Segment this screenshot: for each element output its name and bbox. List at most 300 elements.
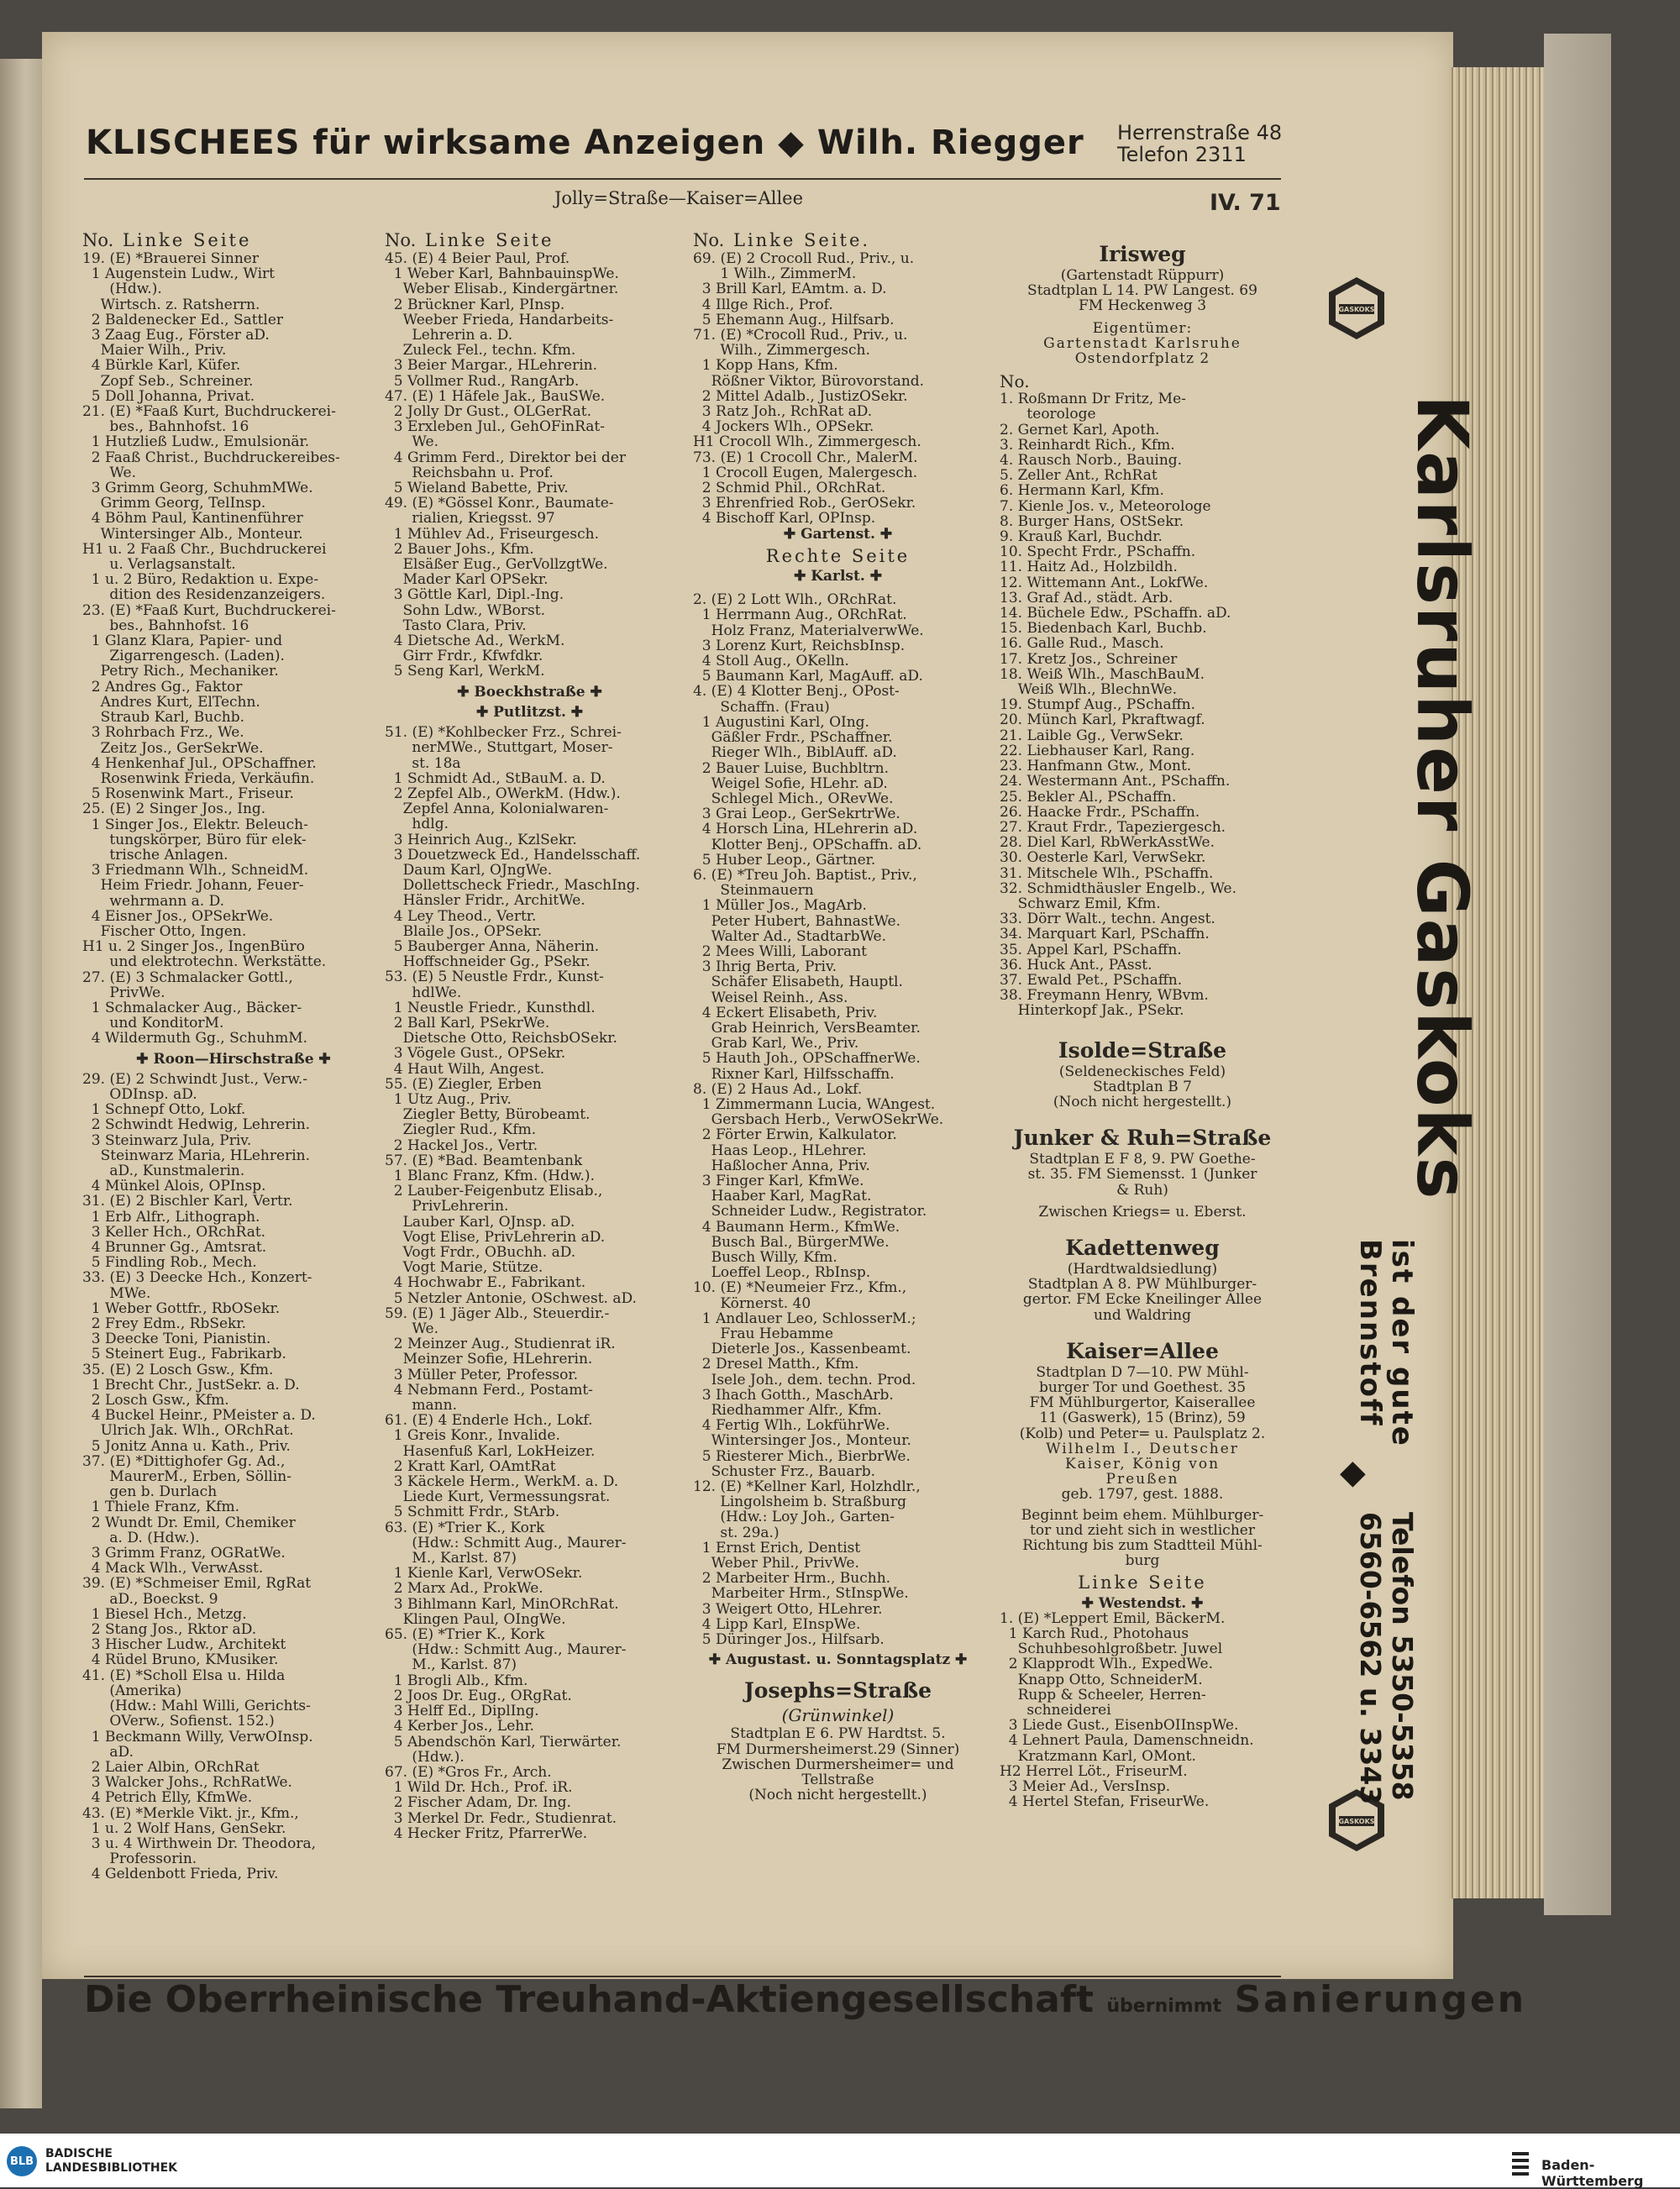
list-item: 3 Heinrich Aug., KzlSekr. bbox=[385, 831, 577, 848]
list-item: 1 Neustle Friedr., Kunsthdl. bbox=[385, 999, 596, 1016]
list-item: 2 Laier Albin, ORchRat bbox=[82, 1758, 260, 1776]
list-item: 34. Marquart Karl, PSchaffn. bbox=[1000, 926, 1210, 943]
list-item: und KonditorM. bbox=[82, 1015, 224, 1032]
list-item: 1 Wild Dr. Hch., Prof. iR. bbox=[385, 1779, 573, 1797]
list-item: Wirtsch. z. Ratsherrn. bbox=[82, 296, 260, 313]
list-item: 23. (E) *Faaß Kurt, Buchdruckerei- bbox=[82, 601, 336, 619]
street-info: Stadtplan D 7—10. PW Mühl- bbox=[1036, 1363, 1249, 1381]
list-item: We. bbox=[82, 464, 136, 481]
list-item: 4 Lipp Karl, EInspWe. bbox=[693, 1615, 861, 1633]
list-item: 3. Reinhardt Rich., Kfm. bbox=[1000, 436, 1175, 454]
list-item: 6. (E) *Treu Joh. Baptist., Priv., bbox=[693, 866, 917, 884]
list-item: 8. (E) 2 Haus Ad., Lokf. bbox=[693, 1080, 863, 1098]
list-item: Vogt Marie, Stütze. bbox=[385, 1259, 543, 1277]
list-item: schneiderei bbox=[1000, 1702, 1111, 1719]
list-item: Busch Willy, Kfm. bbox=[693, 1249, 837, 1266]
heading-no: No. bbox=[693, 230, 725, 250]
street-subtitle: (Gartenstadt Rüppurr) bbox=[1060, 267, 1225, 284]
list-item: 16. Galle Rud., Masch. bbox=[1000, 635, 1164, 653]
list-item: 21. (E) *Faaß Kurt, Buchdruckerei- bbox=[82, 403, 336, 421]
list-item: 4 Nebmann Ferd., Postamt- bbox=[385, 1381, 593, 1399]
list-item: 1 Kopp Hans, Kfm. bbox=[693, 357, 838, 375]
list-item: 3 Ihrig Berta, Priv. bbox=[693, 958, 837, 976]
list-item: 5 Steinert Eug., Fabrikarb. bbox=[82, 1346, 286, 1363]
list-item: 25. Bekler Al., PSchaffn. bbox=[1000, 788, 1177, 806]
side-ad-headline: Karlsruher Gaskoks bbox=[1401, 395, 1483, 1201]
street-info: Stadtplan L 14. PW Langest. 69 bbox=[1027, 282, 1257, 300]
list-item: teorologe bbox=[1000, 406, 1096, 423]
list-item: 2 Schmid Phil., ORchRat. bbox=[693, 480, 886, 497]
list-item: Hinterkopf Jak., PSekr. bbox=[1000, 1002, 1184, 1020]
list-item: 1 Brogli Alb., Kfm. bbox=[385, 1672, 528, 1689]
list-item: 1 Erb Alfr., Lithograph. bbox=[82, 1208, 260, 1226]
list-item: MWe. bbox=[82, 1284, 151, 1302]
street-info: Stadtplan E 6. PW Hardtst. 5. bbox=[730, 1725, 946, 1743]
list-item: 3 Helff Ed., DiplIng. bbox=[385, 1703, 539, 1720]
list-item: Ziegler Betty, Bürobeamt. bbox=[385, 1106, 591, 1124]
owner-name: Gartenstadt Karlsruhe bbox=[1043, 334, 1242, 352]
list-item: 4 Fertig Wlh., LokführWe. bbox=[693, 1417, 890, 1435]
header-contact bbox=[1117, 122, 1282, 165]
side-heading: Linke Seite bbox=[1078, 1572, 1207, 1593]
list-item: Zuleck Fel., techn. Kfm. bbox=[385, 342, 576, 360]
street-info: 11 (Gaswerk), 15 (Brinz), 59 bbox=[1039, 1409, 1246, 1427]
library-name bbox=[45, 2147, 177, 2176]
list-item: 2 Förter Erwin, Kalkulator. bbox=[693, 1126, 897, 1144]
list-item: 5 Düringer Jos., Hilfsarb. bbox=[693, 1631, 885, 1649]
list-item: 2 Frey Edm., RbSekr. bbox=[82, 1315, 246, 1333]
list-item: Schuster Frz., Bauarb. bbox=[693, 1462, 876, 1480]
heading-title: Linke Seite bbox=[123, 230, 252, 250]
list-item: Zopf Seb., Schreiner. bbox=[82, 372, 254, 390]
entry-list bbox=[385, 251, 675, 1841]
list-item: 18. Weiß Wlh., MaschBauM. bbox=[1000, 665, 1205, 683]
list-item: 15. Biedenbach Karl, Buchb. bbox=[1000, 620, 1207, 638]
list-item: 3 Bihlmann Karl, MinORchRat. bbox=[385, 1595, 619, 1613]
list-item: 3 u. 4 Wirthwein Dr. Theodora, bbox=[82, 1835, 316, 1852]
list-item: 65. (E) *Trier K., Kork bbox=[385, 1626, 545, 1644]
list-item: (Hdw.: Schmitt Aug., Maurer- bbox=[385, 1534, 627, 1551]
list-item: 41. (E) *Scholl Elsa u. Hilda bbox=[82, 1667, 286, 1684]
list-item: 2 Kratt Karl, OAmtRat bbox=[385, 1457, 556, 1475]
list-item: mann. bbox=[385, 1397, 457, 1415]
list-item: 6. Hermann Karl, Kfm. bbox=[1000, 482, 1164, 500]
list-item: 3 Ratz Joh., RchRat aD. bbox=[693, 403, 873, 421]
list-item: Grab Heinrich, VersBeamter. bbox=[693, 1019, 921, 1037]
list-item: Elsäßer Eug., GerVollzgtWe. bbox=[385, 556, 608, 574]
dedication: geb. 1797, gest. 1888. bbox=[1061, 1486, 1224, 1504]
list-item: 2 Marbeiter Hrm., Buchh. bbox=[693, 1570, 891, 1588]
street-title: Kaiser=Allee bbox=[1066, 1338, 1219, 1363]
heading-no: No. bbox=[385, 230, 417, 250]
library-name-line1: BADISCHE bbox=[45, 2147, 113, 2160]
list-item: MaurerM., Erben, Söllin- bbox=[82, 1468, 291, 1486]
list-item: Haaber Karl, MagRat. bbox=[693, 1188, 872, 1205]
list-item: ODInsp. aD. bbox=[82, 1085, 197, 1103]
list-item: Grimm Georg, TelInsp. bbox=[82, 495, 266, 512]
cross-street: ✚ Augustast. u. Sonntagsplatz ✚ bbox=[708, 1651, 968, 1669]
list-item: 2 Losch Gsw., Kfm. bbox=[82, 1392, 229, 1409]
street-subtitle: (Grünwinkel) bbox=[781, 1705, 895, 1726]
list-item: Schaffn. (Frau) bbox=[693, 698, 830, 716]
list-item: 1 Blanc Franz, Kfm. (Hdw.). bbox=[385, 1167, 595, 1184]
street-info: Stadtplan A 8. PW Mühlburger- bbox=[1027, 1276, 1257, 1294]
list-item: 3 Friedmann Wlh., SchneidM. bbox=[82, 862, 309, 879]
list-item: 13. Graf Ad., städt. Arb. bbox=[1000, 589, 1173, 606]
list-item: 4 Wildermuth Gg., SchuhmM. bbox=[82, 1030, 308, 1047]
list-item: 36. Huck Ant., PAsst. bbox=[1000, 956, 1152, 974]
list-item: Busch Bal., BürgerMWe. bbox=[693, 1233, 890, 1251]
list-item: Liede Kurt, Vermessungsrat. bbox=[385, 1488, 611, 1506]
list-item: 4. Rausch Norb., Bauing. bbox=[1000, 452, 1183, 470]
heading-title: Linke Seite bbox=[425, 230, 554, 250]
list-item: 5 Wieland Babette, Priv. bbox=[385, 480, 569, 497]
list-item: 5 Hauth Joh., OPSchaffnerWe. bbox=[693, 1050, 921, 1068]
list-item: 4 Baumann Herm., KfmWe. bbox=[693, 1218, 900, 1236]
list-item: M., Karlst. 87) bbox=[385, 1656, 517, 1674]
owner-label: Eigentümer: bbox=[1092, 319, 1193, 337]
list-item: u. Verlagsanstalt. bbox=[82, 556, 236, 574]
list-item: Dollettscheck Friedr., MaschIng. bbox=[385, 877, 641, 895]
list-item: 12. (E) *Kellner Karl, Holzhdlr., bbox=[693, 1478, 921, 1496]
footer-rule bbox=[84, 1976, 1281, 1977]
list-item: 2 Bauer Johs., Kfm. bbox=[385, 540, 534, 558]
list-item: Loeffel Leop., RbInsp. bbox=[693, 1264, 871, 1282]
list-item: wehrmann a. D. bbox=[82, 892, 225, 910]
list-item: st. 18a bbox=[385, 754, 461, 772]
list-item: aD., Boeckst. 9 bbox=[82, 1590, 218, 1608]
list-item: (Hdw.). bbox=[385, 1748, 465, 1766]
list-item: Schuhbesohlgroßbetr. Juwel bbox=[1000, 1640, 1223, 1658]
list-item: Wintersinger Jos., Monteur. bbox=[693, 1432, 911, 1450]
list-item: 20. Münch Karl, Pkraftwagf. bbox=[1000, 711, 1205, 729]
cross-street: ✚ Karlst. ✚ bbox=[794, 568, 882, 585]
list-item: 3 Hischer Ludw., Architekt bbox=[82, 1636, 286, 1654]
list-item: We. bbox=[385, 1320, 438, 1338]
list-item: 3 Weigert Otto, HLehrer. bbox=[693, 1600, 883, 1618]
list-item: 2 Klapprodt Wlh., ExpedWe. bbox=[1000, 1656, 1213, 1673]
facing-page-edge bbox=[0, 59, 42, 2108]
list-item: 37. (E) *Dittighofer Gg. Ad., bbox=[82, 1452, 286, 1470]
list-item: 31. (E) 2 Bischler Karl, Vertr. bbox=[82, 1193, 293, 1210]
list-item: Weber Elisab., Kindergärtner. bbox=[385, 281, 619, 298]
entry-list bbox=[82, 251, 385, 1882]
list-item: 31. Mitschele Wlh., PSchaffn. bbox=[1000, 864, 1214, 882]
column-heading bbox=[385, 229, 675, 251]
library-bar bbox=[0, 2134, 1680, 2187]
footer-verb: übernimmt bbox=[1106, 1996, 1222, 2017]
list-item: hdlg. bbox=[385, 816, 449, 833]
list-item: Rieger Wlh., BiblAuff. aD. bbox=[693, 744, 897, 762]
list-item: 4 Illge Rich., Prof. bbox=[693, 296, 833, 313]
list-item: 4 Brunner Gg., Amtsrat. bbox=[82, 1239, 267, 1256]
street-info: burg bbox=[1125, 1552, 1160, 1570]
dedication: Preußen bbox=[1105, 1471, 1179, 1488]
list-item: 3 Göttle Karl, Dipl.-Ing. bbox=[385, 586, 564, 604]
list-item: Gäßler Frdr., PSchaffner. bbox=[693, 729, 893, 747]
logo-text: GASKOKS bbox=[1338, 1818, 1375, 1825]
list-item: M., Karlst. 87) bbox=[385, 1550, 517, 1567]
list-item: 4 Bischoff Karl, OPInsp. bbox=[693, 510, 876, 528]
list-item: 7. Kienle Jos. v., Meteorologe bbox=[1000, 497, 1211, 515]
list-item: 4 Geldenbott Frieda, Priv. bbox=[82, 1866, 279, 1883]
list-item: 43. (E) *Merkle Vikt. jr., Kfm., bbox=[82, 1804, 299, 1822]
list-item: Rixner Karl, Hilfsschaffn. bbox=[693, 1065, 895, 1083]
street-info: Beginnt beim ehem. Mühlburger- bbox=[1021, 1506, 1264, 1524]
list-item: 1 Beckmann Willy, VerwOInsp. bbox=[82, 1728, 313, 1745]
street-note: (Noch nicht hergestellt.) bbox=[748, 1787, 927, 1804]
list-item: 2 Baldenecker Ed., Sattler bbox=[82, 311, 284, 328]
list-item: 5 Seng Karl, WerkM. bbox=[385, 663, 545, 680]
list-item: 4 Dietsche Ad., WerkM. bbox=[385, 633, 565, 650]
list-item: 4 Ley Theod., Vertr. bbox=[385, 907, 537, 925]
list-item: 30. Oesterle Karl, VerwSekr. bbox=[1000, 849, 1206, 867]
list-item: 1 Utz Aug., Priv. bbox=[385, 1090, 512, 1108]
list-item: 22. Liebhauser Karl, Rang. bbox=[1000, 742, 1195, 759]
list-item: Marbeiter Hrm., StInspWe. bbox=[693, 1585, 909, 1603]
list-item: 5 Abendschön Karl, Tierwärter. bbox=[385, 1733, 622, 1751]
street-info: Richtung bis zum Stadtteil Mühl- bbox=[1022, 1537, 1263, 1555]
list-item: bes., Bahnhofst. 16 bbox=[82, 418, 249, 436]
list-item: 5 Vollmer Rud., RangArb. bbox=[385, 372, 580, 390]
list-item: Gersbach Herb., VerwOSekrWe. bbox=[693, 1111, 944, 1129]
list-item: 3 Brill Karl, EAmtm. a. D. bbox=[693, 281, 887, 298]
list-item: 5 Doll Johanna, Privat. bbox=[82, 387, 255, 405]
library-name-line2: LANDESBIBLIOTHEK bbox=[45, 2161, 178, 2175]
list-item: 3 Steinwarz Jula, Priv. bbox=[82, 1131, 252, 1149]
list-item: H2 Herrel Löt., FriseurM. bbox=[1000, 1762, 1188, 1780]
gaskoks-logo-icon bbox=[1327, 276, 1386, 341]
column-heading bbox=[82, 229, 385, 251]
list-item: 4 Henkenhaf Jul., OPSchaffner. bbox=[82, 754, 317, 772]
list-item: 53. (E) 5 Neustle Frdr., Kunst- bbox=[385, 969, 604, 986]
list-item: 26. Haacke Frdr., PSchaffn. bbox=[1000, 803, 1200, 821]
heading-title: Linke Seite. bbox=[733, 230, 871, 250]
list-item: Zeitz Jos., GerSekrWe. bbox=[82, 739, 264, 757]
list-item: 63. (E) *Trier K., Kork bbox=[385, 1519, 545, 1536]
list-item: 35. (E) 2 Losch Gsw., Kfm. bbox=[82, 1361, 274, 1378]
list-item: 71. (E) *Crocoll Rud., Priv., u. bbox=[693, 327, 908, 344]
list-item: 1 u. 2 Wolf Hans, GenSekr. bbox=[82, 1819, 286, 1837]
list-item: 1 u. 2 Büro, Redaktion u. Expe- bbox=[82, 571, 319, 589]
list-item: Isele Joh., dem. techn. Prod. bbox=[693, 1371, 916, 1388]
list-item: 27. (E) 3 Schmalacker Gottl., bbox=[82, 969, 293, 986]
list-item: 1 Hutzließ Ludw., Emulsionär. bbox=[82, 433, 310, 451]
side-ad-slogan-line1: ist der gute bbox=[1385, 1239, 1419, 1447]
list-item: 38. Freymann Henry, WBvm. bbox=[1000, 987, 1209, 1005]
side-ad-phone bbox=[1354, 1512, 1418, 1804]
list-item: 5 Findling Rob., Mech. bbox=[82, 1254, 257, 1272]
list-item: Blaile Jos., OPSekr. bbox=[385, 922, 543, 940]
heading-no: No. bbox=[82, 230, 114, 250]
list-item: 3 Käckele Herm., WerkM. a. D. bbox=[385, 1473, 619, 1491]
list-item: 25. (E) 2 Singer Jos., Ing. bbox=[82, 801, 266, 818]
street-info: st. 35. FM Siemensst. 1 (Junker bbox=[1027, 1166, 1257, 1184]
list-item: 1 Schmalacker Aug., Bäcker- bbox=[82, 999, 302, 1016]
list-item: 24. Westermann Ant., PSchaffn. bbox=[1000, 773, 1231, 790]
list-item: (Hdw.: Mahl Willi, Gerichts- bbox=[82, 1698, 311, 1715]
list-item: Fischer Otto, Ingen. bbox=[82, 922, 247, 940]
column-4 bbox=[1000, 229, 1285, 1809]
street-info: & Ruh) bbox=[1116, 1181, 1168, 1199]
list-item: Ziegler Rud., Kfm. bbox=[385, 1121, 537, 1139]
street-title: Kadettenweg bbox=[1065, 1235, 1220, 1260]
list-item: dition des Residenzanzeigers. bbox=[82, 586, 326, 604]
header-rule bbox=[84, 178, 1281, 180]
list-item: Lehrerin a. D. bbox=[385, 327, 513, 344]
list-item: Haßlocher Anna, Priv. bbox=[693, 1157, 870, 1174]
list-item: 19. Stumpf Aug., PSchaffn. bbox=[1000, 696, 1196, 714]
list-item: 4 Hertel Stefan, FriseurWe. bbox=[1000, 1793, 1210, 1811]
list-item: 1 Müller Jos., MagArb. bbox=[693, 897, 867, 915]
street-note: (Noch nicht hergestellt.) bbox=[1053, 1093, 1232, 1110]
list-item: 27. Kraut Frdr., Tapeziergesch. bbox=[1000, 818, 1226, 836]
list-item: 3 Walcker Johs., RchRatWe. bbox=[82, 1774, 292, 1792]
list-item: H1 u. 2 Faaß Chr., Buchdruckerei bbox=[82, 540, 327, 558]
list-item: Haas Leop., HLehrer. bbox=[693, 1142, 867, 1159]
list-item: 4 Mack Wlh., VerwAsst. bbox=[82, 1560, 264, 1577]
street-info: tor und zieht sich in westlicher bbox=[1030, 1521, 1255, 1539]
side-ad-slogan-line2: Brennstoff bbox=[1353, 1239, 1387, 1427]
street-title: Josephs=Straße bbox=[743, 1678, 932, 1703]
header-phone: Telefon 2311 bbox=[1117, 143, 1247, 166]
list-item: 67. (E) *Gros Fr., Arch. bbox=[385, 1763, 552, 1781]
list-item: Heim Friedr. Johann, Feuer- bbox=[82, 877, 304, 895]
side-heading: Rechte Seite bbox=[765, 545, 911, 566]
list-item: 3 Zaag Eug., Förster aD. bbox=[82, 327, 270, 344]
list-item: 2. Gernet Karl, Apoth. bbox=[1000, 421, 1160, 438]
list-item: Schäfer Elisabeth, Hauptl. bbox=[693, 974, 903, 991]
list-item: 35. Appel Karl, PSchaffn. bbox=[1000, 941, 1182, 958]
list-item: 2 Bauer Luise, Buchbltrn. bbox=[693, 759, 890, 777]
list-item: 4 Stoll Aug., OKelln. bbox=[693, 653, 849, 670]
list-item: 3 Ehrenfried Rob., GerOSekr. bbox=[693, 495, 916, 512]
column-3 bbox=[693, 229, 983, 1803]
list-item: 2 Joos Dr. Eug., ORgRat. bbox=[385, 1687, 572, 1704]
list-item: 55. (E) Ziegler, Erben bbox=[385, 1075, 542, 1093]
list-item: 2 Dresel Matth., Kfm. bbox=[693, 1356, 859, 1373]
street-title: Junker & Ruh=Straße bbox=[1013, 1126, 1272, 1151]
list-item: 1 Karch Rud., Photohaus bbox=[1000, 1625, 1189, 1643]
list-item: 1. Roßmann Dr Fritz, Me- bbox=[1000, 391, 1186, 408]
list-item: 5 Ehemann Aug., Hilfsarb. bbox=[693, 311, 895, 328]
list-item: 2 Mees Willi, Laborant bbox=[693, 942, 867, 960]
list-item: 3 Finger Karl, KfmWe. bbox=[693, 1172, 864, 1189]
street-info: FM Durmersheimerst.29 (Sinner) bbox=[716, 1740, 960, 1758]
list-item: Peter Hubert, BahnastWe. bbox=[693, 912, 901, 930]
list-item: 12. Wittemann Ant., LokfWe. bbox=[1000, 574, 1209, 591]
cross-street: ✚ Westendst. ✚ bbox=[1081, 1594, 1204, 1612]
logo-text: GASKOKS bbox=[1338, 306, 1375, 313]
side-ad-phone-line1: Telefon 5350-5358 bbox=[1386, 1512, 1419, 1801]
list-item: Hoffschneider Gg., PSekr. bbox=[385, 953, 591, 971]
list-item: Lauber Karl, OJnsp. aD. bbox=[385, 1213, 575, 1231]
list-item: Dietsche Otto, ReichsbOSekr. bbox=[385, 1030, 617, 1047]
list-item: a. D. (Hdw.). bbox=[82, 1529, 200, 1546]
street-title: Isolde=Straße bbox=[1058, 1037, 1227, 1063]
list-item: 2 Fischer Adam, Dr. Ing. bbox=[385, 1794, 571, 1812]
list-item: 2 Schwindt Hedwig, Lehrerin. bbox=[82, 1116, 311, 1134]
list-item: 1 Singer Jos., Elektr. Beleuch- bbox=[82, 816, 308, 833]
list-item: aD., Kunstmalerin. bbox=[82, 1162, 245, 1179]
list-item: Rosenwink Frieda, Verkäufin. bbox=[82, 769, 315, 787]
list-item: aD. bbox=[82, 1743, 134, 1761]
list-item: 2 Jolly Dr Gust., OLGerRat. bbox=[385, 403, 591, 421]
column-1 bbox=[82, 229, 385, 1882]
list-item: Weiß Wlh., BlechnWe. bbox=[1000, 681, 1177, 699]
street-info: (Kolb) und Peter= u. Paulsplatz 2. bbox=[1019, 1425, 1266, 1442]
list-item: 5. Zeller Ant., RchRat bbox=[1000, 467, 1158, 485]
list-item: 3 Beier Margar., HLehrerin. bbox=[385, 357, 597, 375]
list-item: 1 Ernst Erich, Dentist bbox=[693, 1539, 861, 1556]
footer-service: Sanierungen bbox=[1234, 1978, 1527, 2021]
list-item: 4 Petrich Elly, KfmWe. bbox=[82, 1789, 253, 1807]
list-item: 4. (E) 4 Klotter Benj., OPost- bbox=[693, 683, 900, 701]
list-item: 3 Grimm Franz, OGRatWe. bbox=[82, 1545, 286, 1562]
list-item: Walter Ad., StadtarbWe. bbox=[693, 927, 886, 945]
list-item: 3 Erxleben Jul., GehOFinRat- bbox=[385, 418, 605, 436]
list-item: 4 Horsch Lina, HLehrerin aD. bbox=[693, 821, 918, 838]
list-item: 5 Huber Leop., Gärtner. bbox=[693, 851, 876, 869]
side-ad-diamond: ◆ bbox=[1336, 1462, 1374, 1488]
list-item: 3 Ihach Gotth., MaschArb. bbox=[693, 1386, 894, 1404]
list-item: 4 Buckel Heinr., PMeister a. D. bbox=[82, 1407, 316, 1425]
cross-street: ✚ Roon—Hirschstraße ✚ bbox=[136, 1050, 331, 1068]
list-item: st. 29a.) bbox=[693, 1524, 780, 1541]
list-item: tungskörper, Büro für elek- bbox=[82, 831, 307, 848]
list-item: Wilh., Zimmergesch. bbox=[693, 342, 870, 360]
street-subtitle: (Hardtwaldsiedlung) bbox=[1067, 1260, 1218, 1278]
list-item: 3 Müller Peter, Professor. bbox=[385, 1366, 579, 1383]
list-item: Meinzer Sofie, HLehrerin. bbox=[385, 1351, 593, 1368]
list-item: Sohn Ldw., WBorst. bbox=[385, 601, 546, 619]
entry-list bbox=[693, 592, 983, 1647]
list-item: 5 Schmitt Frdr., StArb. bbox=[385, 1504, 560, 1521]
page-header bbox=[42, 88, 1281, 181]
side-ad-phone-line2: 6560-6562 u. 3343 bbox=[1354, 1512, 1387, 1805]
list-item: 4 Grimm Ferd., Direktor bei der bbox=[385, 449, 626, 466]
list-item: Riedhammer Alfr., Kfm. bbox=[693, 1402, 882, 1420]
list-item: 1 Herrmann Aug., ORchRat. bbox=[693, 606, 907, 624]
header-address: Herrenstraße 48 bbox=[1117, 121, 1283, 144]
list-item: Petry Rich., Mechaniker. bbox=[82, 663, 279, 680]
list-item: Klotter Benj., OPSchaffn. aD. bbox=[693, 836, 922, 853]
list-item: Holz Franz, MaterialverwWe. bbox=[693, 622, 924, 639]
state-name: Baden-Württemberg bbox=[1541, 2157, 1644, 2189]
list-item: (Hdw.: Loy Joh., Garten- bbox=[693, 1509, 895, 1526]
list-item: Professorin. bbox=[82, 1850, 197, 1868]
list-item: 1 Glanz Klara, Papier- und bbox=[82, 633, 283, 650]
list-item: 2 Mittel Adalb., JustizOSekr. bbox=[693, 387, 908, 405]
list-item: 4 Hochwabr E., Fabrikant. bbox=[385, 1274, 586, 1292]
list-item: 1 Weber Karl, BahnbauinspWe. bbox=[385, 265, 619, 283]
street-subtitle: (Seldeneckisches Feld) bbox=[1058, 1063, 1226, 1080]
list-item: 2 Marx Ad., ProkWe. bbox=[385, 1580, 543, 1598]
list-item: 2 Stang Jos., Rktor aD. bbox=[82, 1621, 257, 1639]
list-item: H1 Crocoll Wlh., Zimmergesch. bbox=[693, 433, 921, 451]
list-item: 2 Faaß Christ., Buchdruckereibes- bbox=[82, 449, 340, 466]
list-item: 21. Laible Gg., VerwSekr. bbox=[1000, 727, 1184, 744]
dedication: Wilhelm I., Deutscher bbox=[1046, 1440, 1239, 1457]
list-item: 5 Bauberger Anna, Näherin. bbox=[385, 937, 600, 955]
list-item: 5 Netzler Antonie, OSchwest. aD. bbox=[385, 1289, 637, 1307]
list-item: 3 Douetzweck Ed., Handelsschaff. bbox=[385, 846, 641, 864]
street-info: Zwischen Kriegs= u. Eberst. bbox=[1038, 1203, 1247, 1220]
list-item: Knapp Otto, SchneiderM. bbox=[1000, 1671, 1203, 1688]
list-item: Klingen Paul, OIngWe. bbox=[385, 1610, 566, 1628]
list-item: 3 Keller Hch., ORchRat. bbox=[82, 1223, 266, 1241]
list-item: Schneider Ludw., Registrator. bbox=[693, 1203, 927, 1220]
